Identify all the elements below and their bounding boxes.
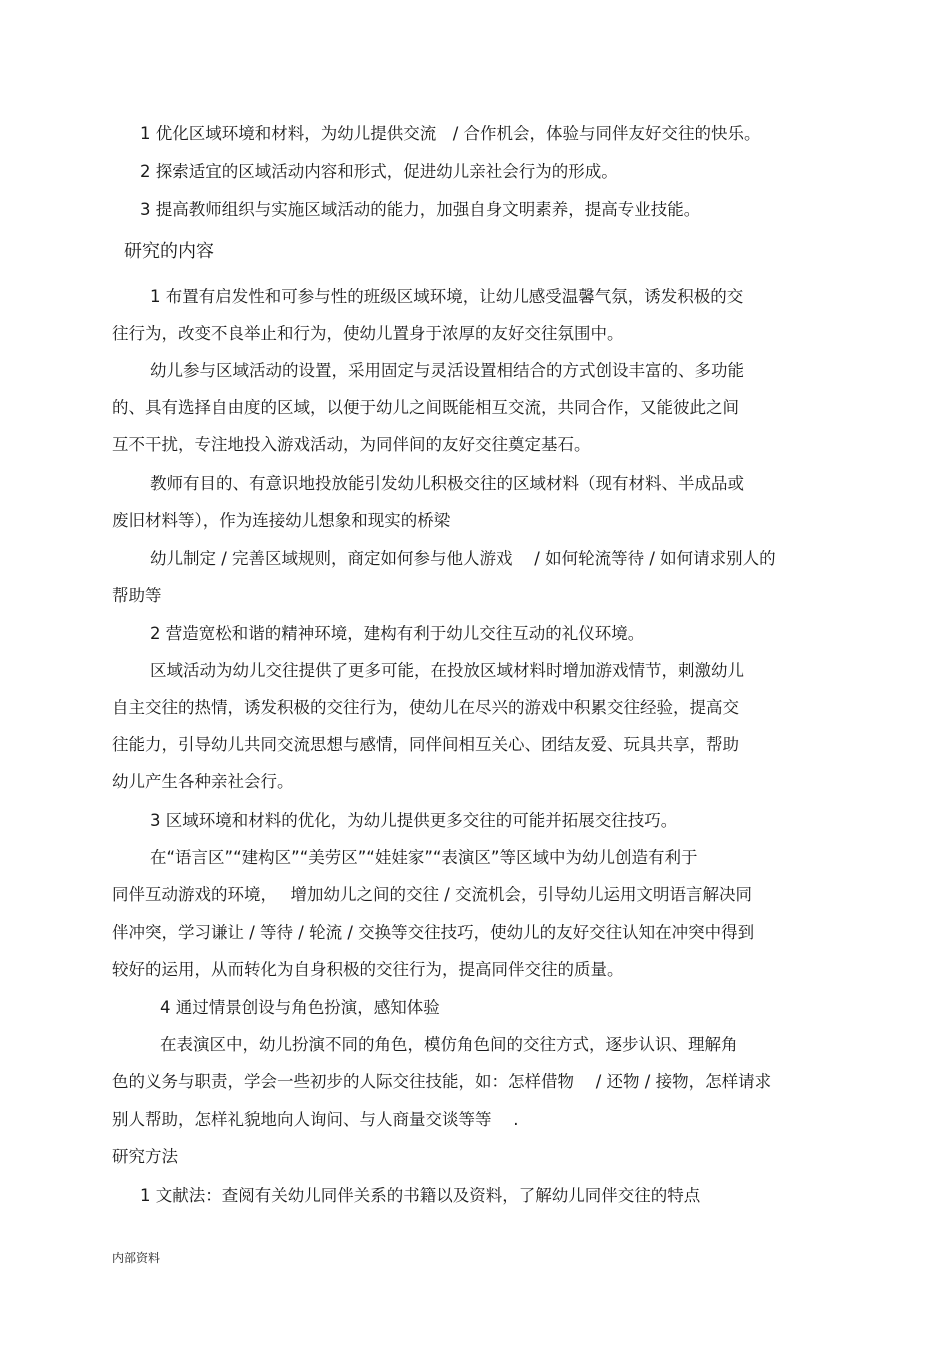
content-line-3: 幼儿参与区域活动的设置，采用固定与灵活设置相结合的方式创设丰富的、多功能 [150,361,744,380]
content-line-11: 区域活动为幼儿交往提供了更多可能，在投放区域材料时增加游戏情节，刺激幼儿 [150,661,744,680]
content-line-20: 4 通过情景创设与角色扮演，感知体验 [160,998,440,1017]
content-line-1: 1 布置有启发性和可参与性的班级区域环境，让幼儿感受温馨气氛，诱发积极的交 [150,287,744,306]
content-line-23: 别人帮助，怎样礼貌地向人询问、与人商量交谈等等 . [112,1110,519,1129]
content-line-14: 幼儿产生各种亲社会行。 [112,772,294,791]
method-line-1: 1 文献法：查阅有关幼儿同伴关系的书籍以及资料，了解幼儿同伴交往的特点 [140,1186,701,1205]
content-line-9: 帮助等 [112,586,162,605]
content-line-19: 较好的运用，从而转化为自身积极的交往行为，提高同伴交往的质量。 [112,960,624,979]
content-line-2: 往行为，改变不良举止和行为，使幼儿置身于浓厚的友好交往氛围中。 [112,324,624,343]
content-line-4: 的、具有选择自由度的区域，以便于幼儿之间既能相互交流，共同合作，又能彼此之间 [112,398,739,417]
content-line-7: 废旧材料等），作为连接幼儿想象和现实的桥梁 [112,511,451,530]
objective-3: 3 提高教师组织与实施区域活动的能力，加强自身文明素养，提高专业技能。 [140,200,701,219]
content-line-17: 同伴互动游戏的环境， 增加幼儿之间的交往 / 交流机会，引导幼儿运用文明语言解决同 [112,885,753,904]
content-line-10: 2 营造宽松和谐的精神环境，建构有利于幼儿交往互动的礼仪环境。 [150,624,645,643]
page-footer: 内部资料 [112,1251,161,1265]
objective-1: 1 优化区域环境和材料，为幼儿提供交流 / 合作机会，体验与同伴友好交往的快乐。 [140,124,761,143]
content-line-22: 色的义务与职责，学会一些初步的人际交往技能，如：怎样借物 / 还物 / 接物，怎样请求 [112,1072,772,1091]
content-line-15: 3 区域环境和材料的优化，为幼儿提供更多交往的可能并拓展交往技巧。 [150,811,678,830]
content-line-16: 在“语言区”“建构区”“美劳区”“娃娃家”“表演区”等区域中为幼儿创造有利于 [150,848,698,867]
content-line-21: 在表演区中，幼儿扮演不同的角色，模仿角色间的交往方式，逐步认识、理解角 [160,1035,738,1054]
section-method-title: 研究方法 [112,1147,178,1166]
content-line-13: 往能力，引导幼儿共同交流思想与感情，同伴间相互关心、团结友爱、玩具共享，帮助 [112,735,739,754]
content-line-12: 自主交往的热情，诱发积极的交往行为，使幼儿在尽兴的游戏中积累交往经验，提高交 [112,698,739,717]
section-content-title: 研究的内容 [124,241,214,262]
objective-2: 2 探索适宜的区域活动内容和形式，促进幼儿亲社会行为的形成。 [140,162,618,181]
content-line-8: 幼儿制定 / 完善区域规则，商定如何参与他人游戏 / 如何轮流等待 / 如何请求别人的 [150,549,776,568]
content-line-6: 教师有目的、有意识地投放能引发幼儿积极交往的区域材料（现有材料、半成品或 [150,474,744,493]
content-line-5: 互不干扰，专注地投入游戏活动，为同伴间的友好交往奠定基石。 [112,435,591,454]
content-line-18: 伴冲突，学习谦让 / 等待 / 轮流 / 交换等交往技巧，使幼儿的友好交往认知在冲突中得到 [112,923,755,942]
